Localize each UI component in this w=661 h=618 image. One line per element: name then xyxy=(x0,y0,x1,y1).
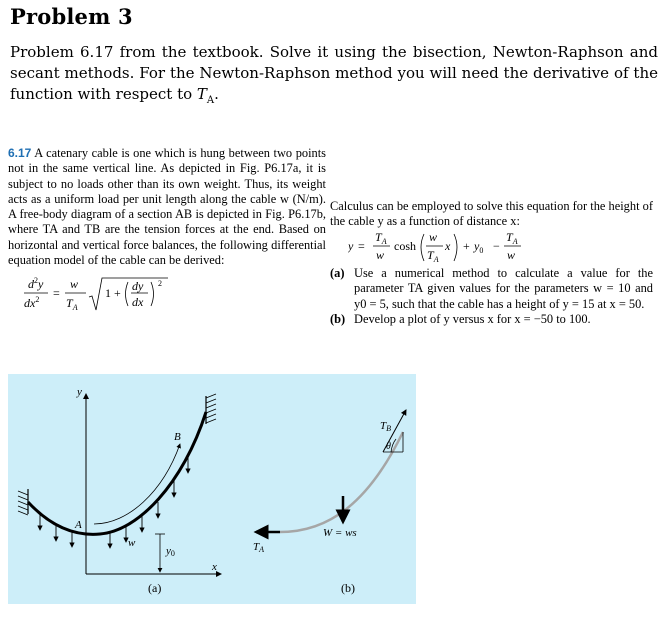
intro-end: . xyxy=(214,85,219,103)
arc-a-to-b xyxy=(94,444,180,524)
svg-text:dx2: $dx^2$ xyxy=(24,295,40,310)
part-b-label: (b) xyxy=(330,311,346,326)
svg-text:=: = xyxy=(53,286,60,300)
part-a-text: Use a numerical method to calculate a value for the parameter TA given values for the parameters w = 10 and y0 = 5, such that the cable has a height of y = 15 at x = 50. xyxy=(354,266,653,311)
theta-label: θ xyxy=(386,441,391,452)
svg-text:d2y: $d^2y$ xyxy=(28,276,44,291)
cable-section-ab xyxy=(280,432,403,532)
svg-text:w: w xyxy=(376,248,385,262)
svg-text:y0: $y_0$ xyxy=(474,239,484,255)
intro-var: T xyxy=(196,85,207,103)
part-b-text: Develop a plot of y versus x for x = −50 to 100. xyxy=(354,311,591,326)
intro-paragraph xyxy=(10,42,658,111)
problem-number: 6.17 xyxy=(8,146,32,160)
excerpt-text: A catenary cable is one which is hung between two points not in the same vertical line. As depicted in Fig. P6.17a, it is subject to no loads other than its own weight. Thus, its weight acts as a uniform load per unit length along the cable w (N/m). A free-body diagram of a section AB is depicted in Fig. P6.17b, where TA and TB are the tension forces at the end. Based on horizontal and vertical force balances, the following differential equation model of the cable can be derived: xyxy=(8,146,326,268)
svg-text:dx: dx xyxy=(132,295,144,309)
y-axis-label: y xyxy=(77,386,82,398)
svg-text:1 +: 1 + xyxy=(105,286,121,300)
part-a-label: (a) xyxy=(330,266,345,280)
svg-text:TA: $T_A$ xyxy=(427,248,439,264)
figure-b-label: (b) xyxy=(341,581,355,595)
left-support-icon xyxy=(18,489,28,515)
excerpt-paragraph xyxy=(8,146,326,268)
svg-text:w: w xyxy=(429,230,438,244)
question-parts xyxy=(330,266,653,327)
figure-drawing xyxy=(8,374,416,604)
figure-a-label: (a) xyxy=(148,581,162,595)
part-b xyxy=(330,312,653,327)
tb-label: TB xyxy=(380,420,392,433)
right-support-icon xyxy=(206,394,216,424)
svg-text:2: 2 xyxy=(158,279,162,288)
svg-text:−: − xyxy=(493,239,500,253)
figure-p6-17 xyxy=(8,374,416,604)
solution-equation xyxy=(348,228,548,268)
svg-text:w: w xyxy=(70,277,79,291)
part-a xyxy=(330,266,653,312)
point-b-label: B xyxy=(174,431,181,443)
y0-label: y0 xyxy=(166,545,175,558)
ode-equation xyxy=(20,272,170,322)
page-title: Problem 3 xyxy=(10,4,133,29)
svg-text:cosh: cosh xyxy=(394,239,416,253)
svg-text:+: + xyxy=(463,239,470,253)
svg-text:TA: $T_A$ xyxy=(506,230,518,246)
ta-label: TA xyxy=(253,541,265,554)
axes-a xyxy=(86,394,221,574)
calculus-paragraph: Calculus can be employed to solve this equation for the height of the cable y as a function of distance x: xyxy=(330,199,653,229)
weight-label: W = ws xyxy=(323,527,357,539)
svg-text:y: y xyxy=(348,239,354,253)
x-axis-label: x xyxy=(212,561,217,573)
svg-text:dy: dy xyxy=(132,279,144,293)
load-arrows xyxy=(40,457,188,548)
svg-text:w: w xyxy=(507,248,516,262)
y0-dimension xyxy=(155,534,165,572)
intro-text: Problem 6.17 from the textbook. Solve it using the bisection, Newton-Raphson and secant methods. For the Newton-Raphson method you will need the derivative of the function with respect to xyxy=(10,43,658,103)
point-a-label: A xyxy=(75,519,82,531)
w-label: w xyxy=(128,537,136,549)
svg-text:x: x xyxy=(445,239,451,253)
svg-text:TA: $T_A$ xyxy=(66,296,78,312)
intro-var-sub: A xyxy=(206,95,215,106)
svg-text:TA: $T_A$ xyxy=(375,230,387,246)
svg-text:=: = xyxy=(358,239,365,253)
